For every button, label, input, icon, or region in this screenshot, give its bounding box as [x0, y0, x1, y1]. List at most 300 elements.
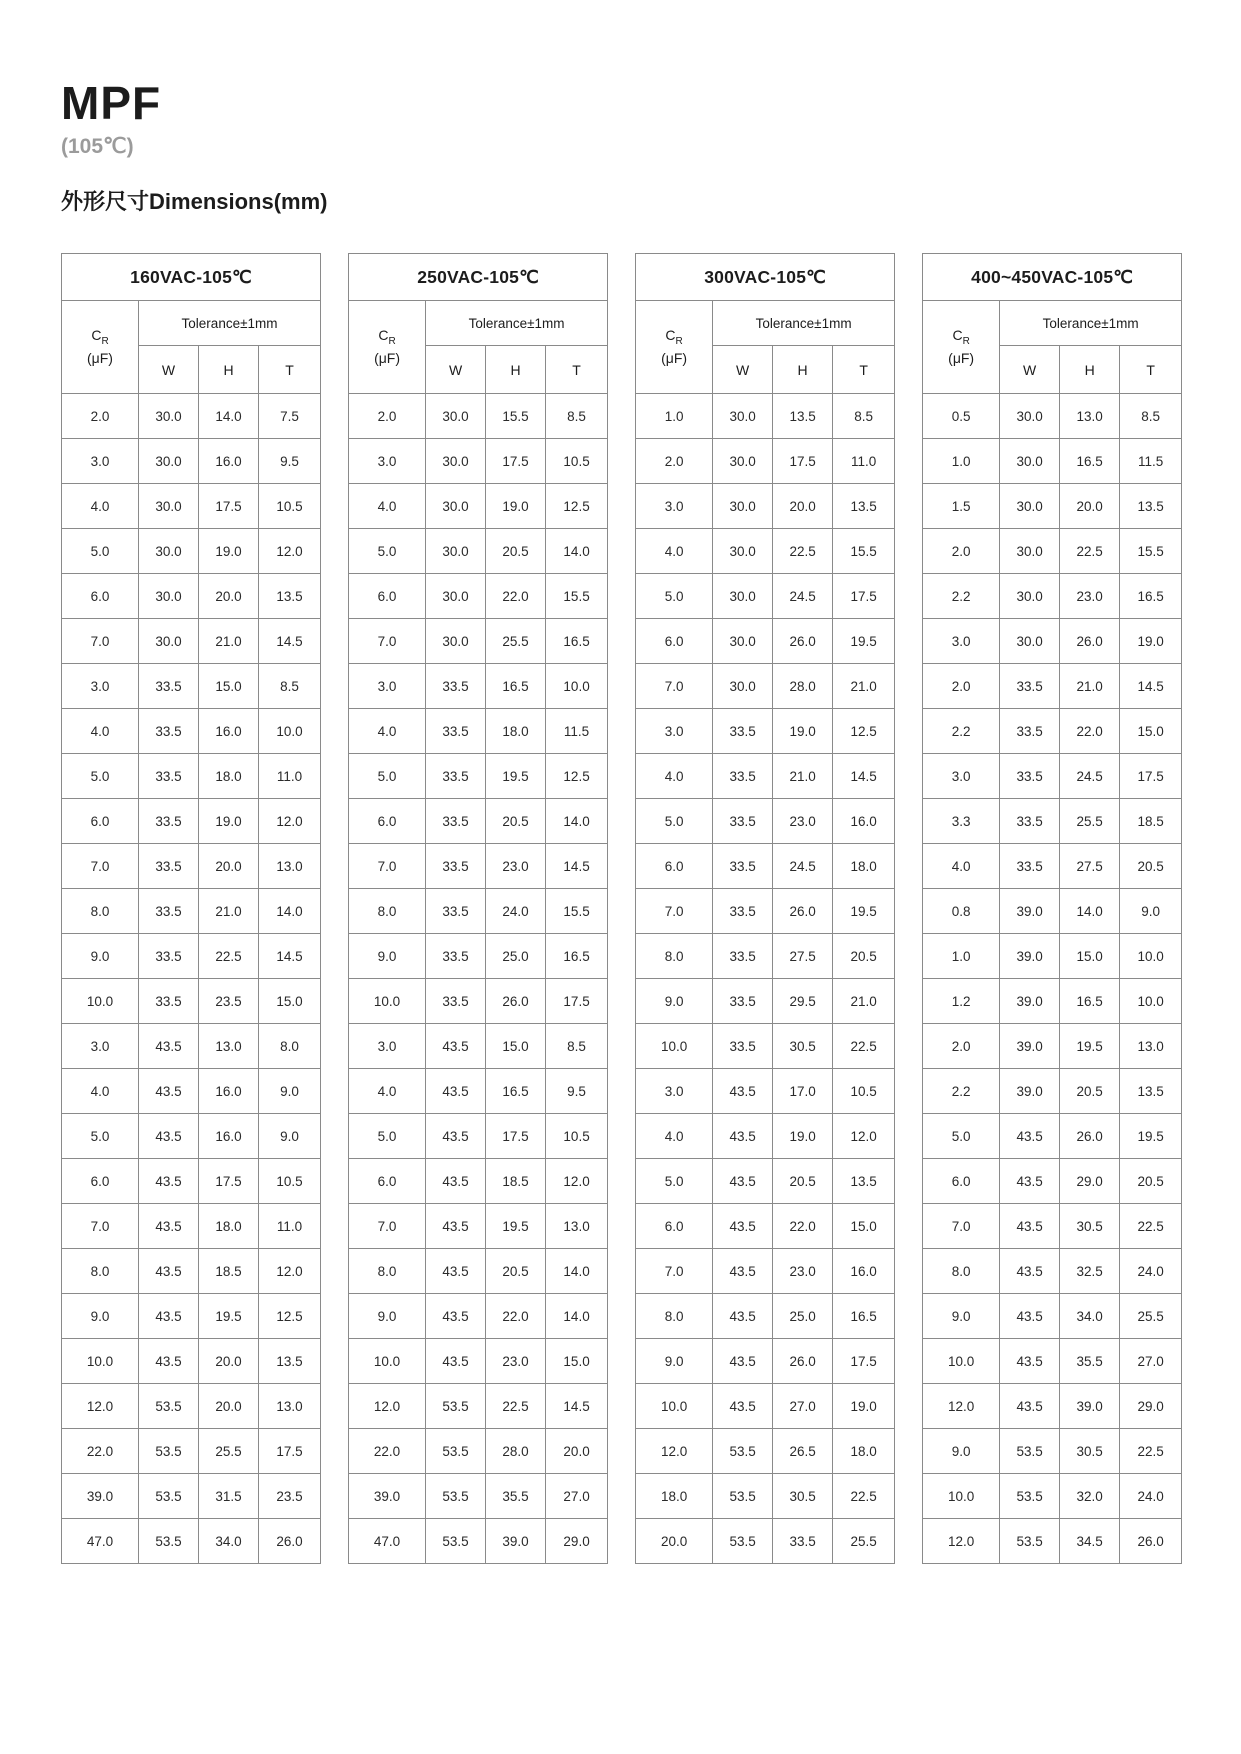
dimension-cell: 30.0 [713, 439, 773, 484]
dimension-cell: 53.5 [426, 1384, 486, 1429]
dimension-cell: 30.0 [426, 619, 486, 664]
dimension-cell: 20.0 [636, 1519, 713, 1564]
dimension-cell: 20.0 [1060, 484, 1120, 529]
dimension-cell: 9.0 [349, 934, 426, 979]
dimension-cell: 43.5 [426, 1069, 486, 1114]
dimension-cell: 19.0 [773, 709, 833, 754]
dimension-cell: 4.0 [62, 484, 139, 529]
dimension-cell: 33.5 [139, 709, 199, 754]
dimension-cell: 9.0 [62, 1294, 139, 1339]
dimension-cell: 18.0 [636, 1474, 713, 1519]
dimension-cell: 16.5 [1120, 574, 1182, 619]
dimension-cell: 3.0 [349, 1024, 426, 1069]
dimension-cell: 10.0 [636, 1024, 713, 1069]
dimension-cell: 25.5 [1060, 799, 1120, 844]
dimension-cell: 10.5 [546, 1114, 608, 1159]
dimension-cell: 7.0 [923, 1204, 1000, 1249]
dimension-cell: 10.0 [636, 1384, 713, 1429]
dimension-cell: 9.0 [259, 1069, 321, 1114]
dimension-cell: 27.5 [1060, 844, 1120, 889]
dimension-cell: 12.0 [259, 1249, 321, 1294]
dimension-cell: 2.0 [923, 1024, 1000, 1069]
dimension-cell: 12.0 [259, 799, 321, 844]
dimension-cell: 16.5 [1060, 979, 1120, 1024]
cr-header-cell [349, 301, 426, 394]
dimension-cell: 33.5 [1000, 844, 1060, 889]
dimension-cell: 6.0 [62, 1159, 139, 1204]
dimension-cell: 0.8 [923, 889, 1000, 934]
table-row [349, 799, 608, 844]
dimension-cell: 25.0 [773, 1294, 833, 1339]
dimension-cell: 33.5 [139, 889, 199, 934]
dimension-cell: 3.0 [62, 439, 139, 484]
table-row [349, 1159, 608, 1204]
table-row [62, 979, 321, 1024]
dimension-cell: 17.5 [773, 439, 833, 484]
dimension-cell: 43.5 [426, 1159, 486, 1204]
dimension-cell: 20.5 [486, 1249, 546, 1294]
table-row [923, 1024, 1182, 1069]
dimension-cell: 30.0 [426, 574, 486, 619]
table-row [62, 1429, 321, 1474]
dimension-cell: 13.0 [546, 1204, 608, 1249]
dimension-cell: 7.0 [62, 1204, 139, 1249]
table-row [349, 394, 608, 439]
table-body [636, 394, 895, 1564]
dimension-cell: 33.5 [1000, 799, 1060, 844]
col-header-w: W [426, 346, 486, 394]
dimension-cell: 43.5 [426, 1339, 486, 1384]
dimension-cell: 16.0 [833, 1249, 895, 1294]
dimension-cell: 6.0 [636, 619, 713, 664]
dimension-cell: 1.0 [923, 934, 1000, 979]
dimension-cell: 18.5 [199, 1249, 259, 1294]
dimension-cell: 16.5 [546, 934, 608, 979]
dimension-cell: 30.0 [139, 484, 199, 529]
dimension-cell: 26.0 [773, 1339, 833, 1384]
dimension-cell: 15.0 [259, 979, 321, 1024]
table-row [923, 1429, 1182, 1474]
dimension-cell: 14.5 [1120, 664, 1182, 709]
dimension-cell: 33.5 [773, 1519, 833, 1564]
dimension-cell: 19.5 [1120, 1114, 1182, 1159]
dimension-cell: 17.5 [833, 1339, 895, 1384]
dimension-cell: 4.0 [62, 709, 139, 754]
dimension-cell: 53.5 [1000, 1519, 1060, 1564]
dimension-cell: 33.5 [713, 799, 773, 844]
dimension-cell: 33.5 [1000, 754, 1060, 799]
dimension-cell: 12.0 [833, 1114, 895, 1159]
dimension-cell: 43.5 [139, 1294, 199, 1339]
dimension-cell: 22.5 [773, 529, 833, 574]
dimension-cell: 33.5 [426, 709, 486, 754]
dimension-cell: 26.0 [1060, 619, 1120, 664]
dimension-cell: 19.0 [833, 1384, 895, 1429]
dimension-cell: 3.0 [923, 619, 1000, 664]
dimension-cell: 15.0 [486, 1024, 546, 1069]
dimension-cell: 53.5 [713, 1519, 773, 1564]
table-row [349, 1024, 608, 1069]
dimension-cell: 5.0 [349, 1114, 426, 1159]
dimension-cell: 12.0 [62, 1384, 139, 1429]
dimension-cell: 15.0 [1060, 934, 1120, 979]
dimension-cell: 16.0 [199, 1114, 259, 1159]
dimension-cell: 5.0 [349, 754, 426, 799]
table-row [923, 1249, 1182, 1294]
dimension-cell: 33.5 [1000, 709, 1060, 754]
cr-subscript: R [962, 335, 970, 347]
dimension-cell: 53.5 [426, 1474, 486, 1519]
dimension-cell: 30.0 [426, 439, 486, 484]
dimension-cell: 18.5 [486, 1159, 546, 1204]
dimension-cell: 34.5 [1060, 1519, 1120, 1564]
dimension-cell: 27.0 [1120, 1339, 1182, 1384]
dimension-cell: 43.5 [1000, 1114, 1060, 1159]
table-row [62, 889, 321, 934]
table-row [349, 754, 608, 799]
dimension-cell: 14.5 [546, 844, 608, 889]
dimension-cell: 14.5 [259, 934, 321, 979]
table-row [349, 529, 608, 574]
table-row [923, 1114, 1182, 1159]
dimension-cell: 53.5 [1000, 1429, 1060, 1474]
dimension-cell: 33.5 [713, 934, 773, 979]
dimension-cell: 10.5 [259, 484, 321, 529]
dimension-cell: 43.5 [1000, 1204, 1060, 1249]
dimension-cell: 43.5 [426, 1249, 486, 1294]
table-row [349, 1249, 608, 1294]
dimension-cell: 4.0 [636, 1114, 713, 1159]
table-row [349, 574, 608, 619]
table-row [923, 979, 1182, 1024]
table-row [349, 1429, 608, 1474]
dimension-cell: 53.5 [139, 1429, 199, 1474]
dimension-cell: 28.0 [486, 1429, 546, 1474]
dimension-cell: 22.5 [1120, 1429, 1182, 1474]
col-header-t: T [833, 346, 895, 394]
dimension-cell: 43.5 [713, 1069, 773, 1114]
dimension-cell: 23.0 [1060, 574, 1120, 619]
dimension-cell: 3.0 [923, 754, 1000, 799]
dimension-cell: 13.5 [259, 574, 321, 619]
dimension-cell: 13.5 [1120, 1069, 1182, 1114]
dimension-cell: 11.5 [546, 709, 608, 754]
dimension-cell: 8.5 [546, 1024, 608, 1069]
dimension-cell: 21.0 [773, 754, 833, 799]
dimension-cell: 6.0 [636, 1204, 713, 1249]
dimension-cell: 11.5 [1120, 439, 1182, 484]
table-row [62, 1024, 321, 1069]
dimension-cell: 13.5 [773, 394, 833, 439]
dimension-cell: 23.5 [199, 979, 259, 1024]
dimension-cell: 15.5 [546, 889, 608, 934]
dimension-cell: 22.0 [773, 1204, 833, 1249]
dimension-cell: 7.0 [349, 619, 426, 664]
dimension-table-400-450vac [922, 253, 1182, 1564]
table-row [62, 1249, 321, 1294]
dimension-cell: 33.5 [426, 799, 486, 844]
dimension-cell: 22.5 [833, 1024, 895, 1069]
table-row [62, 1069, 321, 1114]
dimension-cell: 17.5 [199, 1159, 259, 1204]
dimension-cell: 12.0 [923, 1384, 1000, 1429]
table-row [923, 1204, 1182, 1249]
dimension-cell: 23.0 [486, 1339, 546, 1384]
dimension-cell: 3.0 [62, 664, 139, 709]
dimension-cell: 19.0 [773, 1114, 833, 1159]
dimension-cell: 53.5 [139, 1474, 199, 1519]
dimension-cell: 17.5 [833, 574, 895, 619]
dimension-cell: 39.0 [1000, 889, 1060, 934]
dimension-cell: 12.0 [349, 1384, 426, 1429]
table-subheader-row [349, 301, 608, 346]
dimension-cell: 22.0 [1060, 709, 1120, 754]
dimension-cell: 39.0 [1000, 1069, 1060, 1114]
dimension-cell: 9.0 [62, 934, 139, 979]
dimension-cell: 33.5 [713, 889, 773, 934]
dimension-cell: 14.5 [833, 754, 895, 799]
dimension-cell: 33.5 [713, 844, 773, 889]
dimension-cell: 30.0 [426, 529, 486, 574]
dimension-cell: 24.0 [1120, 1474, 1182, 1519]
dimension-cell: 5.0 [636, 574, 713, 619]
dimension-cell: 10.5 [833, 1069, 895, 1114]
table-row [349, 844, 608, 889]
table-row [636, 1204, 895, 1249]
dimension-cell: 12.0 [259, 529, 321, 574]
tolerance-header: Tolerance±1mm [1000, 301, 1182, 346]
table-row [636, 1294, 895, 1339]
dimension-cell: 10.0 [1120, 979, 1182, 1024]
dimension-cell: 8.0 [636, 934, 713, 979]
dimension-cell: 30.0 [139, 529, 199, 574]
dimension-cell: 15.5 [1120, 529, 1182, 574]
dimension-cell: 29.0 [1060, 1159, 1120, 1204]
dimension-cell: 15.5 [833, 529, 895, 574]
table-title-row [636, 254, 895, 301]
table-row [62, 709, 321, 754]
table-row [923, 1384, 1182, 1429]
dimension-cell: 3.0 [636, 484, 713, 529]
dimension-cell: 15.0 [833, 1204, 895, 1249]
dimension-cell: 4.0 [349, 709, 426, 754]
dimension-cell: 28.0 [773, 664, 833, 709]
dimension-cell: 33.5 [139, 664, 199, 709]
dimension-cell: 13.5 [1120, 484, 1182, 529]
table-row [62, 574, 321, 619]
dimension-tables-row [61, 253, 1185, 1564]
col-header-h: H [1060, 346, 1120, 394]
dimension-cell: 29.0 [1120, 1384, 1182, 1429]
dimension-cell: 19.0 [1120, 619, 1182, 664]
dimension-cell: 19.5 [833, 889, 895, 934]
dimension-cell: 26.5 [773, 1429, 833, 1474]
dimension-cell: 20.0 [199, 1384, 259, 1429]
dimension-cell: 3.0 [349, 664, 426, 709]
dimension-cell: 9.0 [1120, 889, 1182, 934]
dimension-cell: 33.5 [426, 664, 486, 709]
dimension-cell: 21.0 [833, 664, 895, 709]
dimension-cell: 25.5 [199, 1429, 259, 1474]
dimension-cell: 7.0 [62, 844, 139, 889]
dimension-cell: 19.0 [199, 799, 259, 844]
dimension-cell: 43.5 [139, 1024, 199, 1069]
dimension-cell: 23.0 [486, 844, 546, 889]
dimension-cell: 33.5 [713, 979, 773, 1024]
dimension-cell: 12.5 [546, 484, 608, 529]
table-row [349, 1339, 608, 1384]
dimension-cell: 53.5 [1000, 1474, 1060, 1519]
table-row [636, 394, 895, 439]
dimension-cell: 5.0 [349, 529, 426, 574]
dimension-cell: 9.5 [546, 1069, 608, 1114]
dimension-cell: 13.0 [259, 1384, 321, 1429]
cr-subscript: R [101, 335, 109, 347]
dimension-cell: 34.0 [1060, 1294, 1120, 1339]
dimension-cell: 3.0 [636, 709, 713, 754]
dimension-cell: 43.5 [1000, 1339, 1060, 1384]
dimension-cell: 39.0 [1000, 934, 1060, 979]
dimension-cell: 10.0 [923, 1339, 1000, 1384]
table-row [636, 1429, 895, 1474]
dimension-cell: 33.5 [713, 754, 773, 799]
table-row [62, 1519, 321, 1564]
table-title-row [62, 254, 321, 301]
dimension-cell: 43.5 [1000, 1159, 1060, 1204]
dimension-cell: 14.5 [546, 1384, 608, 1429]
dimension-cell: 1.0 [636, 394, 713, 439]
table-row [636, 709, 895, 754]
dimension-cell: 39.0 [1000, 979, 1060, 1024]
dimension-cell: 2.0 [923, 664, 1000, 709]
dimension-cell: 20.5 [486, 529, 546, 574]
table-row [62, 439, 321, 484]
table-row [636, 574, 895, 619]
dimension-cell: 22.5 [833, 1474, 895, 1519]
dimension-cell: 16.0 [833, 799, 895, 844]
dimension-cell: 13.0 [1060, 394, 1120, 439]
table-row [923, 754, 1182, 799]
dimension-cell: 43.5 [713, 1384, 773, 1429]
dimension-cell: 30.0 [713, 394, 773, 439]
col-header-h: H [486, 346, 546, 394]
table-row [62, 1114, 321, 1159]
dimension-cell: 43.5 [426, 1024, 486, 1069]
table-row [62, 934, 321, 979]
dimension-cell: 14.0 [1060, 889, 1120, 934]
dimension-cell: 26.0 [1060, 1114, 1120, 1159]
dimension-cell: 2.2 [923, 574, 1000, 619]
dimension-cell: 43.5 [1000, 1294, 1060, 1339]
dimension-cell: 7.0 [636, 1249, 713, 1294]
dimension-cell: 15.0 [546, 1339, 608, 1384]
dimension-cell: 43.5 [713, 1159, 773, 1204]
dimension-cell: 33.5 [426, 934, 486, 979]
table-row [349, 709, 608, 754]
dimension-cell: 19.5 [486, 754, 546, 799]
table-row [62, 619, 321, 664]
dimension-cell: 3.3 [923, 799, 1000, 844]
dimension-cell: 5.0 [923, 1114, 1000, 1159]
table-row [62, 1204, 321, 1249]
dimension-cell: 30.0 [139, 394, 199, 439]
dimension-table-250vac [348, 253, 608, 1564]
dimension-cell: 30.5 [1060, 1429, 1120, 1474]
dimension-cell: 30.0 [713, 529, 773, 574]
dimension-cell: 13.0 [1120, 1024, 1182, 1069]
table-row [636, 1384, 895, 1429]
cr-header-cell [636, 301, 713, 394]
dimension-cell: 22.0 [349, 1429, 426, 1474]
dimension-cell: 16.5 [486, 1069, 546, 1114]
dimension-cell: 22.5 [486, 1384, 546, 1429]
dimension-cell: 23.0 [773, 799, 833, 844]
col-header-h: H [199, 346, 259, 394]
dimension-cell: 39.0 [1060, 1384, 1120, 1429]
dimension-cell: 35.5 [1060, 1339, 1120, 1384]
dimension-cell: 8.5 [546, 394, 608, 439]
dimension-cell: 20.5 [1060, 1069, 1120, 1114]
dimension-cell: 22.0 [62, 1429, 139, 1474]
dimension-cell: 20.0 [546, 1429, 608, 1474]
dimension-cell: 21.0 [199, 889, 259, 934]
table-row [349, 979, 608, 1024]
dimension-cell: 43.5 [139, 1204, 199, 1249]
dimension-cell: 39.0 [349, 1474, 426, 1519]
section-heading-cn: 外形尺寸 [61, 189, 150, 214]
dimension-cell: 12.5 [833, 709, 895, 754]
dimension-cell: 32.0 [1060, 1474, 1120, 1519]
dimension-cell: 13.5 [833, 484, 895, 529]
table-row [636, 1114, 895, 1159]
dimension-cell: 22.5 [199, 934, 259, 979]
dimension-cell: 19.5 [1060, 1024, 1120, 1069]
dimension-cell: 30.0 [1000, 529, 1060, 574]
dimension-cell: 15.5 [546, 574, 608, 619]
table-body [62, 394, 321, 1564]
dimension-cell: 32.5 [1060, 1249, 1120, 1294]
table-row [923, 664, 1182, 709]
dimension-cell: 25.5 [833, 1519, 895, 1564]
dimension-cell: 1.2 [923, 979, 1000, 1024]
dimension-cell: 5.0 [636, 799, 713, 844]
dimension-cell: 5.0 [62, 529, 139, 574]
dimension-cell: 21.0 [1060, 664, 1120, 709]
dimension-cell: 21.0 [833, 979, 895, 1024]
dimension-cell: 53.5 [426, 1519, 486, 1564]
dimension-cell: 4.0 [349, 1069, 426, 1114]
dimension-cell: 8.5 [833, 394, 895, 439]
dimension-cell: 33.5 [139, 754, 199, 799]
dimension-cell: 19.5 [486, 1204, 546, 1249]
dimension-cell: 17.5 [199, 484, 259, 529]
table-row [923, 709, 1182, 754]
table-row [636, 1069, 895, 1114]
dimension-cell: 10.0 [349, 979, 426, 1024]
dimension-cell: 33.5 [139, 844, 199, 889]
dimension-cell: 24.5 [1060, 754, 1120, 799]
table-row [349, 889, 608, 934]
dimension-cell: 30.0 [139, 574, 199, 619]
dimension-cell: 16.5 [833, 1294, 895, 1339]
dimension-cell: 15.0 [1120, 709, 1182, 754]
table-row [923, 619, 1182, 664]
dimension-cell: 14.5 [259, 619, 321, 664]
table-body [349, 394, 608, 1564]
dimension-cell: 6.0 [349, 799, 426, 844]
table-row [62, 529, 321, 574]
dimension-cell: 43.5 [139, 1249, 199, 1294]
